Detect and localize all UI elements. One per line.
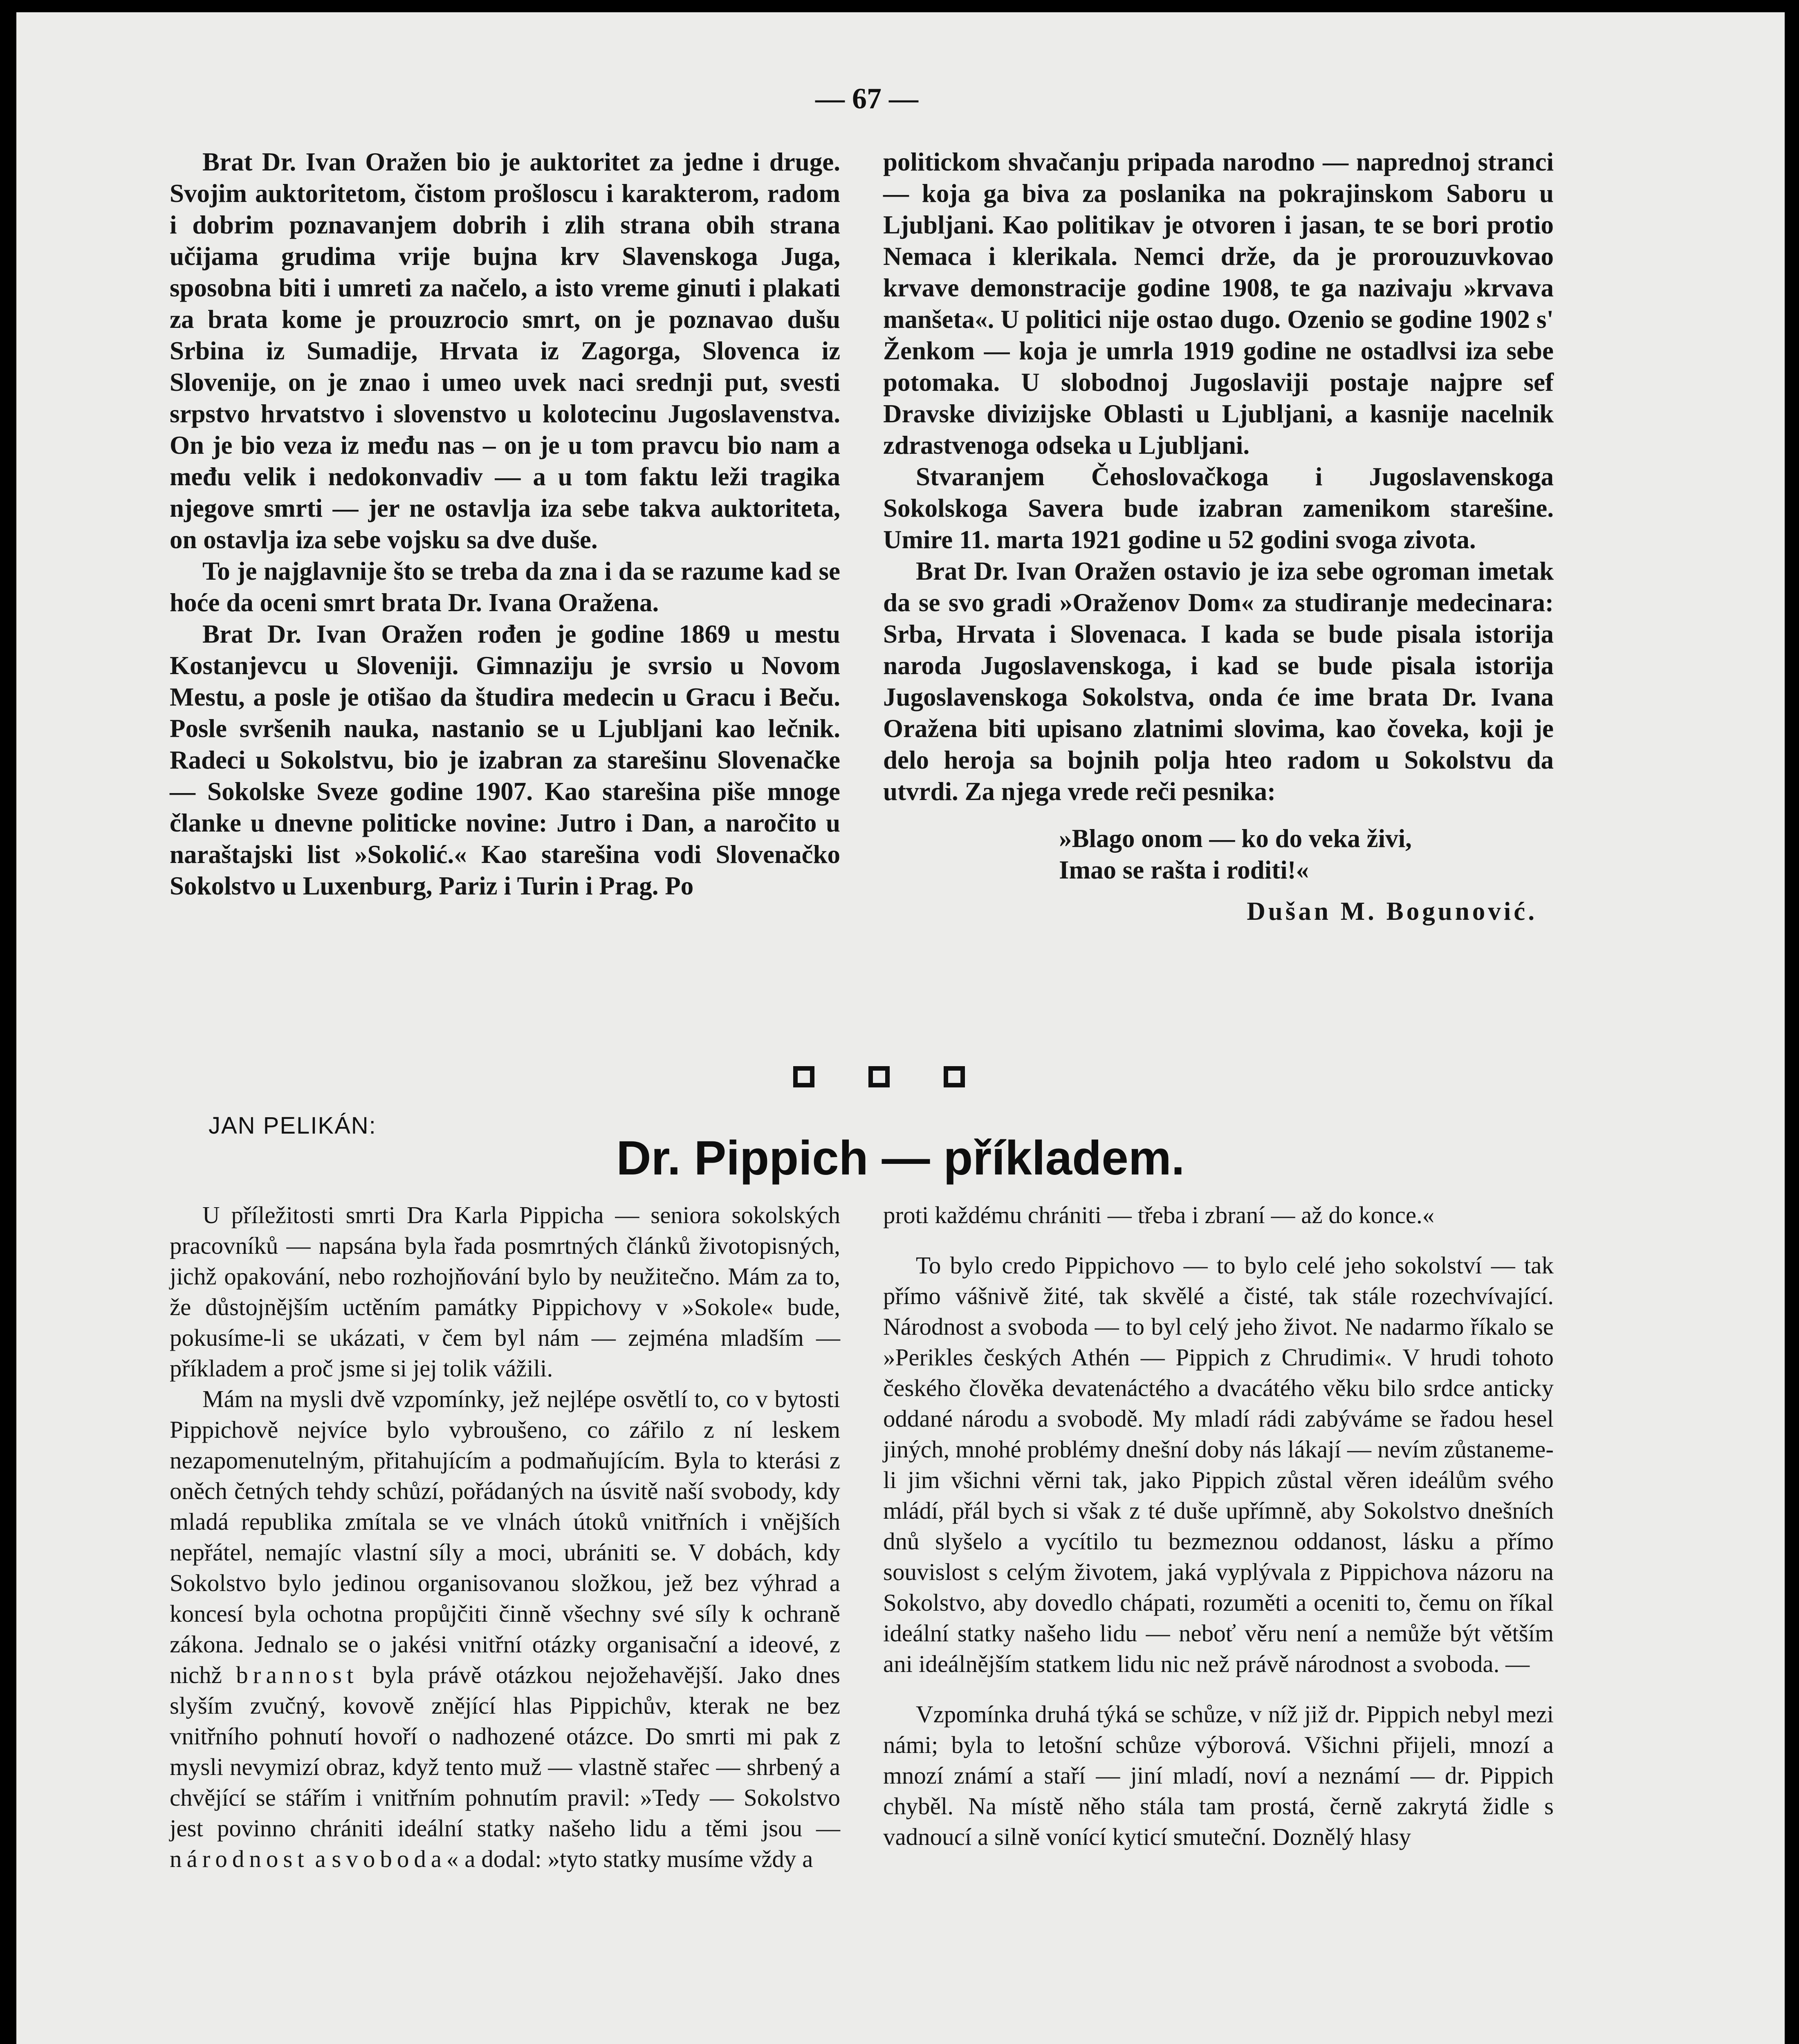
section-divider <box>793 1066 965 1087</box>
article1-right-column <box>883 146 1554 927</box>
poem-line-2: Imao se rašta i roditi!« <box>1059 856 1309 884</box>
article1-left-paragraph-1: Brat Dr. Ivan Oražen bio je auktoritet za jedne i druge. Svojim auktoritetom, čistom prošloscu i karakterom, radom i dobrim poznavanjem dobrih i zlih strana obih strana učijama grudima vrije bujna krv Slavenskoga Juga, sposobna biti i umreti za načelo, a isto vreme ginuti i plakati za brata kome je prouzrocio smrt, on je poznavao dušu Srbina iz Sumadije, Hrvata iz Zagorga, Slovenca iz Slovenije, on je znao i umeo uvek naci srednji put, svesti srpstvo hrvatstvo i slovenstvo u kolotecinu Jugoslavenstva. On je bio veza iz među nas – on je u tom pravcu bio nam a među velik i nedokonvadiv — a u tom faktu leži tragika njegove smrti — jer ne ostavlja iza sebe takva auktoriteta, on ostavlja iza sebe vojsku sa dve duše. <box>170 148 840 554</box>
article2-left-paragraph-2-part: « a dodal: »tyto statky musíme vždy a <box>446 1845 813 1872</box>
article1-right-paragraph-2: Stvaranjem Čehoslovačkoga i Jugoslavenskoga Sokolskoga Savera bude izabran zamenikom starešine. Umire 11. marta 1921 godine u 52 godini svoga zivota. <box>883 462 1554 554</box>
article2-left-paragraph-2-part: Mám na mysli dvě vzpomínky, jež nejlépe osvětlí to, co v bytosti Pippichově nejvíce bylo vybroušeno, co zářilo z ní leskem nezapomenutelným, přitahujícím a podmaňujícím. Byla to kterási z oněch četných tehdy schůzí, pořádaných na úsvitě naší svobody, kdy mladá republika zmítala se ve vlnách útoků vnitřních i vnějších nepřátel, nemajíc vlastní síly a moci, ubrániti se. V dobách, kdy Sokolstvo bylo jedinou organisovanou složkou, jež bez výhrad a koncesí byla ochotna propůjčiti činně všechny své síly k ochraně zákona. Jednalo se o jakési vnitřní otázky organisační a ideové, z nichž <box>170 1385 840 1688</box>
article2-left-paragraph-1: U příležitosti smrti Dra Karla Pippicha — seniora sokolských pracovníků — napsána byla řada posmrtných článků životopisných, jichž opakování, nebo rozhojňování bylo by neužitečno. Mám za to, že důstojnějším uctěním památky Pippichovy v »Sokole« bude, pokusíme-li se ukázati, v čem byl nám — zejména mladším — příkladem a proč jsme si jej tolik vážili. <box>170 1201 840 1382</box>
article1-left-paragraph-2: To je najglavnije što se treba da zna i da se razume kad se hoće da oceni smrt brata Dr. Ivana Oražena. <box>170 557 840 617</box>
article2-right-column <box>883 1200 1554 1852</box>
divider-square-icon <box>868 1066 890 1087</box>
divider-square-icon <box>944 1066 965 1087</box>
article2-left-paragraph-2-part: byla právě otázkou nejožehavější. Jako dnes slyším zvučný, kovově znějící hlas Pippichův, kterak ne bez vnitřního pohnutí hovoří o nadhozené otázce. Do smrti mi pak z mysli nevymizí obraz, když tento muž — vlastně stařec — shrbený a chvějící se stářím i vnitřním pohnutím pravil: »Tedy — Sokolstvo jest povinno chrániti ideální statky našeho lidu a těmi jsou — <box>170 1661 841 1842</box>
article2-left-paragraph-2-part: a <box>315 1845 326 1872</box>
article2-right-paragraph-2: To bylo credo Pippichovo — to bylo celé jeho sokolství — tak přímo vášnivě žité, tak skvělé a čisté, tak stále rozechvívající. Národnost a svoboda — to byl celý jeho život. Ne nadarmo říkalo se »Perikles českých Athén — Pippich z Chrudimi«. V hrudi tohoto českého člověka devatenáctého a dvacátého věku bilo srdce anticky oddané národu a svobodě. My mladí rádi zabýváme se řadou hesel jiných, mnohé problémy dnešní doby nás lákají — nevím zůstaneme-li jim všichni věrni tak, jako Pippich zůstal věren ideálům svého mládí, přál bych si však z té duše upřímně, aby Sokolstvo dnešních dnů slyšelo a vycítilo tu bezmeznou oddanost, lásku a přímo souvislost s celým životem, jaká vyplývala z Pippichova názoru na Sokolstvo, aby dovedlo chápati, rozuměti a oceniti to, čemu on říkal ideální statky našeho lidu — neboť věru není a nemůže být větším ani ideálnějším statkem lidu nic než právě národnost a svoboda. — <box>883 1252 1554 1677</box>
article1-signature: Dušan M. Bogunović. <box>1247 897 1537 926</box>
newspaper-page <box>16 12 1785 2044</box>
article1-right-paragraph-1: politickom shvačanju pripada narodno — naprednoj stranci — koja ga biva za poslanika na pokrajinskom Saboru u Ljubljani. Kao politikav je otvoren i jasan, te se bori protio Nemaca i klerikala. Nemci drže, da je prorouzuvkovao krvave demonstracije godine 1908, te ga nazivaju »krvava manšeta«. U politici nije ostao dugo. Ozenio se godine 1902 s' Ženkom — koja je umrla 1919 godine ne ostadlvsi iza sebe potomaka. U slobodnoj Jugoslaviji postaje najpre sef Dravske divizijske Oblasti u Ljubljani, a kasnije nacelnik zdrastvenoga odseka u Ljubljani. <box>883 148 1554 459</box>
article1-left-column <box>170 146 840 902</box>
emphasis-narodnost: národnost <box>170 1845 309 1872</box>
article1-right-paragraph-3: Brat Dr. Ivan Oražen ostavio je iza sebe ogroman imetak da se svo gradi »Oraženov Dom« za studiranje medecinara: Srba, Hrvata i Slovenaca. I kada se bude pisala istorija naroda Jugoslavenskoga, i kad se bude pisala istorija Jugoslavenskoga Sokolstva, onda će ime brata Dr. Ivana Oražena biti upisano zlatnimi slovima, kao čoveka, koji je delo heroja sa bojnih polja hteo radom u Sokolstvu da utvrdi. Za njega vrede reči pesnika: <box>883 557 1554 806</box>
article2-right-paragraph-1: proti každému chrániti — třeba i zbraní — až do konce.« <box>883 1201 1435 1228</box>
page-number: — 67 — <box>815 82 918 115</box>
article1-left-paragraph-3: Brat Dr. Ivan Oražen rođen je godine 1869 u mestu Kostanjevcu u Sloveniji. Gimnaziju je svrsio u Novom Mestu, a posle je otišao da študira medecin u Gracu i Beču. Posle svršenih nauka, nastanio se u Ljubljani kao lečnik. Radeci u Sokolstvu, bio je izabran za starešinu Slovenačke — Sokolske Sveze godine 1907. Kao starešina piše mnoge članke u dnevne politicke novine: Jutro i Dan, a naročito u naraštajski list »Sokolić.« Kao starešina vodi Slovenačko Sokolstvo u Luxenburg, Pariz i Turin i Prag. Po <box>170 620 840 900</box>
poem-quote <box>1059 823 1554 886</box>
article2-left-paragraph-2 <box>170 1384 840 1874</box>
emphasis-brannost: brannost <box>236 1661 359 1688</box>
article2-title: Dr. Pippich — příkladem. <box>616 1131 1185 1185</box>
article2-author: JAN PELIKÁN: <box>209 1112 377 1139</box>
poem-line-1: »Blago onom — ko do veka živi, <box>1059 824 1412 853</box>
divider-square-icon <box>793 1066 814 1087</box>
article2-left-column <box>170 1200 840 1874</box>
emphasis-svoboda: svoboda <box>332 1845 447 1872</box>
article2-right-paragraph-3: Vzpomínka druhá týká se schůze, v níž již dr. Pippich nebyl mezi námi; byla to letošní schůze výborová. Všichni přijeli, mnozí a mnozí známí a staří — jiní mladí, noví a neznámí — dr. Pippich chyběl. Na místě něho stála tam prostá, černě zakrytá židle s vadnoucí a silně vonící kyticí smuteční. Doznělý hlasy <box>883 1701 1554 1850</box>
